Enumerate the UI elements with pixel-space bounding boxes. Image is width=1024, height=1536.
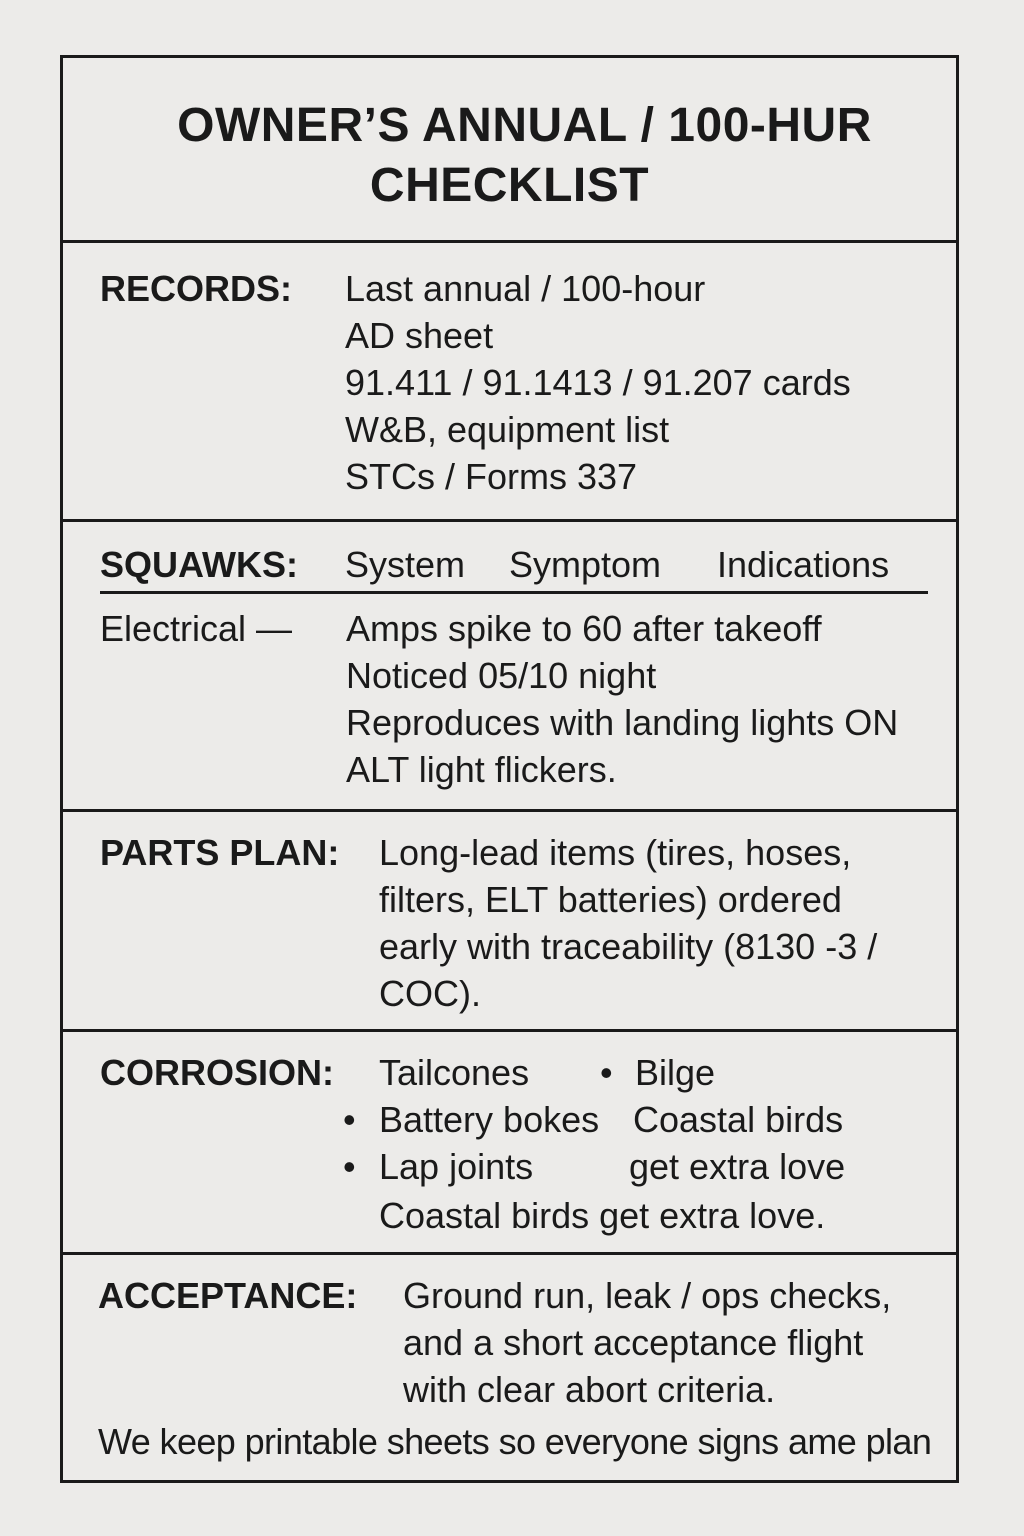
- text-line: and a short acceptance flight: [403, 1322, 864, 1363]
- acceptance-note: We keep printable sheets so everyone signs ame plan: [98, 1421, 932, 1462]
- squawks-section: [63, 519, 956, 812]
- corrosion-item: get extra love: [629, 1146, 846, 1187]
- bullet-icon: •: [600, 1052, 613, 1093]
- corrosion-item: Coastal birds: [633, 1099, 844, 1140]
- parts-plan-label: PARTS PLAN:: [100, 832, 340, 873]
- title-line-1: OWNER’S ANNUAL / 100-HUR: [177, 99, 872, 152]
- list-item: Amps spike to 60 after takeoff: [346, 608, 822, 649]
- records-label: RECORDS:: [100, 268, 293, 309]
- squawks-header-symptom: Symptom: [509, 544, 662, 585]
- list-item: Reproduces with landing lights ON: [346, 702, 899, 743]
- corrosion-label: CORROSION:: [100, 1052, 334, 1093]
- text-line: Long-lead items (tires, hoses,: [379, 832, 852, 873]
- corrosion-item: Tailcones: [379, 1052, 530, 1093]
- acceptance-text: [403, 1272, 891, 1413]
- title-section: [63, 58, 956, 243]
- corrosion-footer: Coastal birds get extra love.: [379, 1195, 826, 1236]
- checklist-sheet: [60, 55, 959, 1483]
- parts-plan-text: [379, 829, 877, 1017]
- list-item: Last annual / 100-hour: [345, 268, 706, 309]
- corrosion-section: [63, 1029, 956, 1255]
- squawks-label: SQUAWKS:: [100, 544, 298, 585]
- acceptance-label: ACCEPTANCE:: [98, 1275, 358, 1316]
- list-item: 91.411 / 91.1413 / 91.207 cards: [345, 362, 851, 403]
- bullet-icon: •: [343, 1099, 356, 1140]
- text-line: Ground run, leak / ops checks,: [403, 1275, 892, 1316]
- list-item: W&B, equipment list: [345, 409, 670, 450]
- list-item: STCs / Forms 337: [345, 456, 638, 497]
- squawks-header-system: System: [345, 544, 466, 585]
- squawks-header-indications: Indications: [717, 544, 890, 585]
- list-item: Noticed 05/10 night: [346, 655, 657, 696]
- squawks-header-rule: [100, 591, 928, 594]
- list-item: AD sheet: [345, 315, 494, 356]
- text-line: early with traceability (8130 -3 /: [379, 926, 878, 967]
- text-line: COC).: [379, 973, 481, 1014]
- list-item: ALT light flickers.: [346, 749, 617, 790]
- title-line-2: CHECKLIST: [369, 159, 650, 212]
- parts-plan-section: [63, 809, 956, 1032]
- squawks-system: Electrical —: [100, 608, 293, 649]
- corrosion-item: Bilge: [635, 1052, 716, 1093]
- text-line: filters, ELT batteries) ordered: [379, 879, 842, 920]
- text-line: with clear abort criteria.: [403, 1369, 776, 1410]
- corrosion-item: Battery bokes: [379, 1099, 600, 1140]
- bullet-icon: •: [343, 1146, 356, 1187]
- corrosion-item: Lap joints: [379, 1146, 534, 1187]
- squawks-details: [346, 605, 898, 793]
- records-list: [345, 265, 851, 500]
- records-section: [63, 240, 956, 522]
- acceptance-section: [63, 1252, 956, 1483]
